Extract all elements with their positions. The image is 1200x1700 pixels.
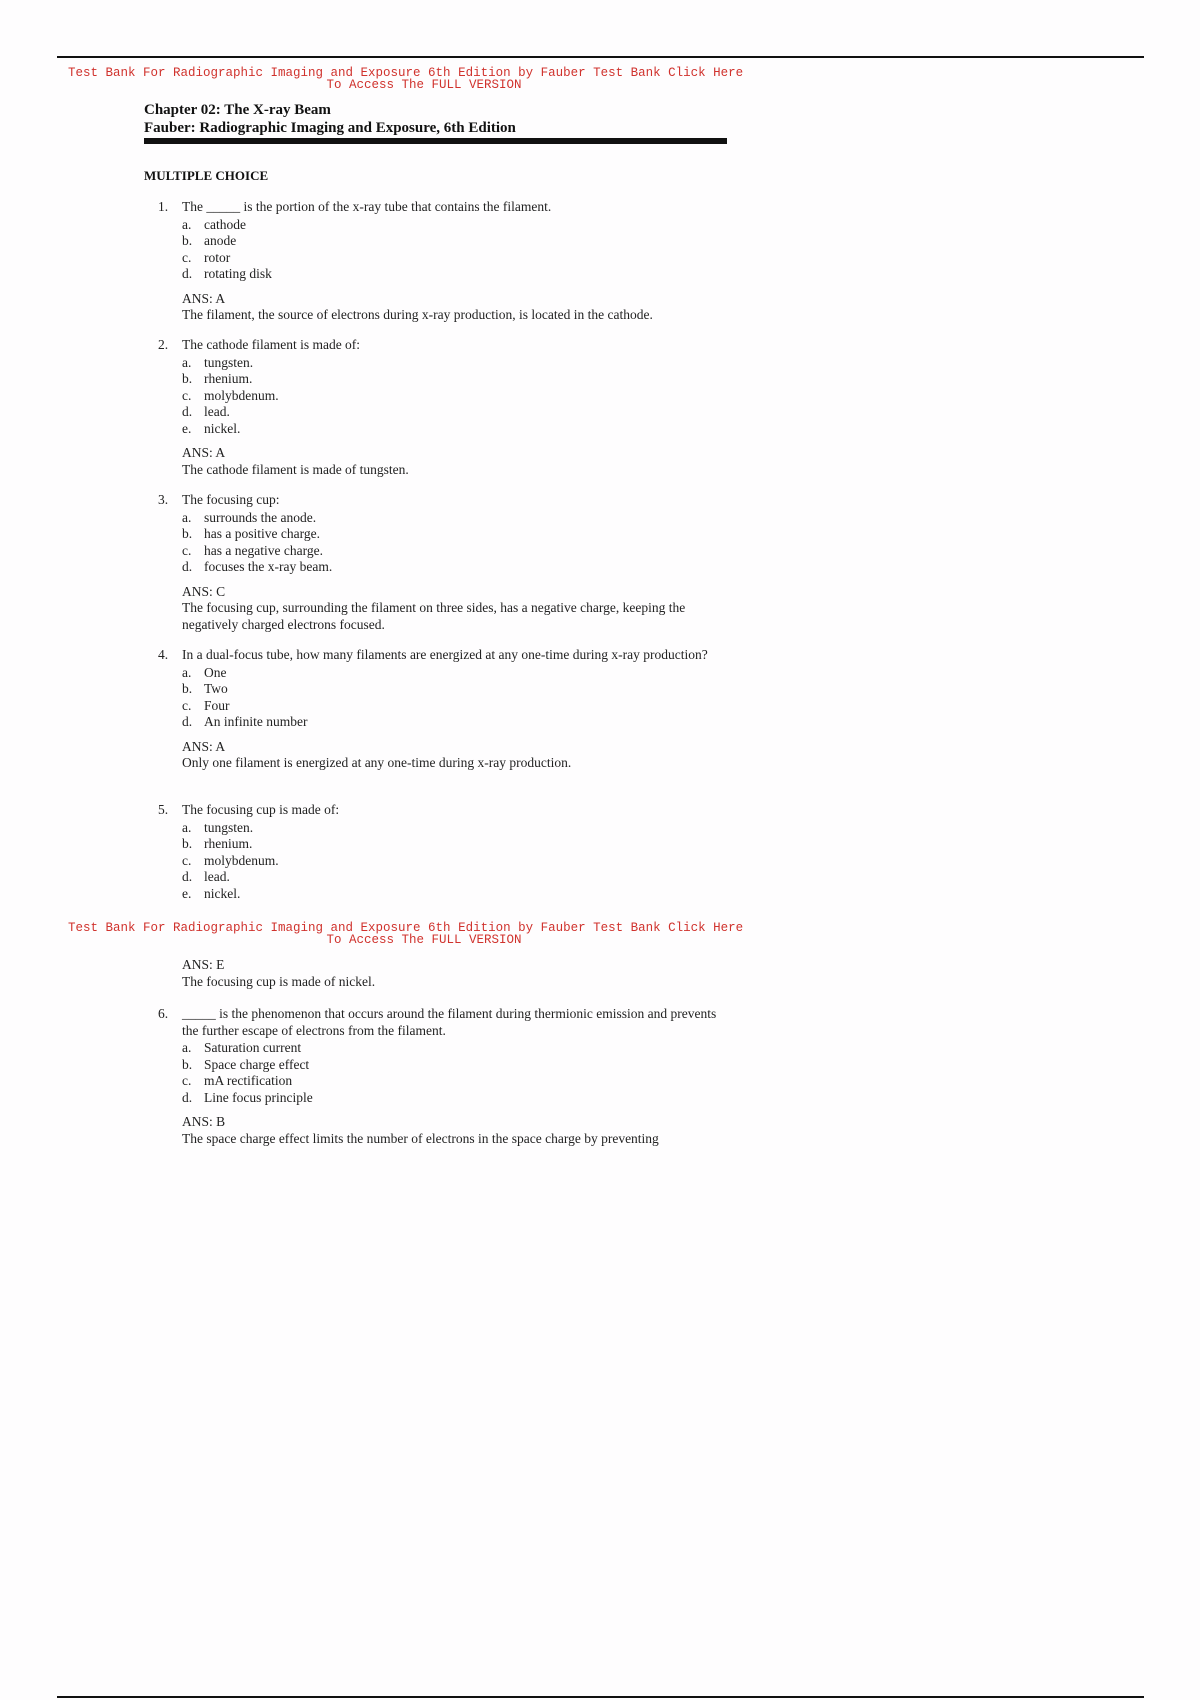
answer: ANS: A: [182, 738, 226, 754]
answer: ANS: C: [182, 583, 226, 599]
rationale: The filament, the source of electrons during x-ray production, is located in the cathode.: [182, 307, 653, 322]
question-3: [158, 492, 728, 633]
rationale: The focusing cup, surrounding the filament on three sides, has a negative charge, keeping the negatively charged electrons focused.: [182, 600, 686, 632]
option: [182, 681, 728, 698]
option-text: Four: [204, 697, 230, 713]
option-text: cathode: [204, 216, 246, 232]
option: [182, 510, 728, 527]
option-letter: c.: [182, 852, 192, 868]
option-text: Saturation current: [204, 1040, 302, 1055]
option-letter: c.: [182, 249, 192, 265]
option-text: molybdenum.: [204, 852, 279, 868]
option-letter: c.: [182, 697, 192, 713]
option-text: nickel.: [204, 885, 241, 901]
option-text: surrounds the anode.: [204, 509, 317, 525]
question-4: [158, 647, 728, 772]
question-number: 4.: [158, 647, 169, 662]
question-5: [158, 802, 728, 902]
option-letter: a.: [182, 819, 192, 835]
option-letter: b.: [182, 526, 193, 541]
option: [182, 853, 728, 870]
option: [182, 250, 728, 267]
heading-rule: [144, 138, 727, 144]
test-bank-banner-mid[interactable]: [68, 922, 780, 946]
option-letter: a.: [182, 354, 192, 370]
option-letter: b.: [182, 233, 193, 248]
option-letter: a.: [182, 664, 192, 680]
option-list: [182, 1040, 728, 1106]
answer: ANS: A: [182, 290, 226, 306]
option-letter: b.: [182, 681, 193, 696]
question-number: 3.: [158, 492, 169, 507]
option: [182, 543, 728, 560]
option: [182, 1057, 728, 1074]
option-letter: c.: [182, 1073, 192, 1088]
question-5-answer-block: [182, 957, 728, 990]
option-text: An infinite number: [204, 714, 308, 729]
option-letter: b.: [182, 371, 193, 386]
option-letter: d.: [182, 266, 193, 281]
option-letter: a.: [182, 216, 192, 232]
option-text: tungsten.: [204, 819, 254, 835]
option: [182, 698, 728, 715]
answer: ANS: E: [182, 957, 225, 972]
option: [182, 836, 728, 853]
option: [182, 1073, 728, 1090]
option-letter: c.: [182, 387, 192, 403]
option-text: rhenium.: [204, 371, 253, 386]
option: [182, 266, 728, 283]
option-letter: d.: [182, 869, 193, 884]
question-stem: _____ is the phenomenon that occurs around the filament during thermionic emission and prevents the further escape of electrons from the filament.: [182, 1006, 717, 1038]
option-text: rotor: [204, 249, 231, 265]
answer: ANS: A: [182, 445, 226, 460]
rationale: The space charge effect limits the number of electrons in the space charge by preventing: [182, 1130, 659, 1146]
option-text: One: [204, 664, 227, 680]
option: [182, 371, 728, 388]
question-stem: The cathode filament is made of:: [182, 337, 361, 352]
banner-line-1[interactable]: Test Bank For Radiographic Imaging and Exposure 6th Edition by Fauber Test Bank Click Here: [68, 66, 744, 80]
chapter-heading: [144, 101, 516, 137]
option-letter: b.: [182, 836, 193, 851]
option: [182, 665, 728, 682]
question-2: [158, 337, 728, 478]
option: [182, 217, 728, 234]
section-title: MULTIPLE CHOICE: [144, 168, 269, 183]
banner-line-2[interactable]: To Access The FULL VERSION: [326, 933, 522, 947]
question-1: [158, 199, 728, 324]
chapter-title: Chapter 02: The X-ray Beam: [144, 102, 331, 118]
chapter-subtitle: Fauber: Radiographic Imaging and Exposure, 6th Edition: [144, 120, 516, 136]
question-stem: The _____ is the portion of the x-ray tube that contains the filament.: [182, 199, 552, 214]
option-letter: c.: [182, 542, 192, 558]
option-text: focuses the x-ray beam.: [204, 559, 333, 574]
option-text: Line focus principle: [204, 1089, 313, 1105]
option-letter: d.: [182, 559, 193, 574]
option: [182, 388, 728, 405]
option-list: [182, 820, 728, 903]
option: [182, 1040, 728, 1057]
option-letter: d.: [182, 404, 193, 419]
option-text: Two: [204, 681, 228, 696]
option-list: [182, 355, 728, 438]
option-text: has a negative charge.: [204, 542, 323, 558]
option-list: [182, 665, 728, 731]
option-text: nickel.: [204, 420, 241, 436]
option-text: lead.: [204, 404, 230, 419]
option-text: molybdenum.: [204, 387, 279, 403]
top-rule: [57, 56, 1144, 58]
option-text: tungsten.: [204, 354, 254, 370]
answer: ANS: B: [182, 1114, 226, 1129]
question-stem: The focusing cup:: [182, 492, 280, 507]
option-letter: d.: [182, 714, 193, 729]
option-letter: b.: [182, 1056, 193, 1072]
option-letter: e.: [182, 420, 192, 436]
option-letter: e.: [182, 885, 192, 901]
question-stem: The focusing cup is made of:: [182, 802, 340, 817]
question-number: 5.: [158, 802, 169, 817]
banner-line-1[interactable]: Test Bank For Radiographic Imaging and Exposure 6th Edition by Fauber Test Bank Click Here: [68, 921, 744, 935]
option-letter: d.: [182, 1089, 193, 1105]
option: [182, 233, 728, 250]
option: [182, 714, 728, 731]
option: [182, 1090, 728, 1107]
option-letter: a.: [182, 509, 192, 525]
question-stem: In a dual-focus tube, how many filaments are energized at any one-time during x-ray production?: [182, 647, 708, 662]
question-number: 1.: [158, 199, 169, 214]
option: [182, 869, 728, 886]
question-number: 2.: [158, 337, 169, 352]
banner-line-2[interactable]: To Access The FULL VERSION: [326, 78, 522, 92]
option-text: anode: [204, 233, 237, 248]
option-text: rhenium.: [204, 836, 253, 851]
rationale: Only one filament is energized at any one-time during x-ray production.: [182, 755, 572, 770]
question-number: 6.: [158, 1006, 169, 1021]
option: [182, 404, 728, 421]
option: [182, 559, 728, 576]
option: [182, 526, 728, 543]
option-text: Space charge effect: [204, 1056, 310, 1072]
rationale: The cathode filament is made of tungsten.: [182, 461, 409, 477]
bottom-rule: [57, 1696, 1144, 1698]
rationale: The focusing cup is made of nickel.: [182, 973, 376, 989]
option: [182, 820, 728, 837]
option-list: [182, 510, 728, 576]
option-text: lead.: [204, 869, 230, 884]
test-bank-banner-top[interactable]: [68, 67, 780, 91]
option: [182, 886, 728, 903]
option: [182, 355, 728, 372]
option-letter: a.: [182, 1040, 192, 1055]
question-6: [158, 1006, 728, 1147]
option: [182, 421, 728, 438]
option-text: mA rectification: [204, 1073, 293, 1088]
option-text: has a positive charge.: [204, 526, 320, 541]
option-text: rotating disk: [204, 266, 272, 281]
option-list: [182, 217, 728, 283]
